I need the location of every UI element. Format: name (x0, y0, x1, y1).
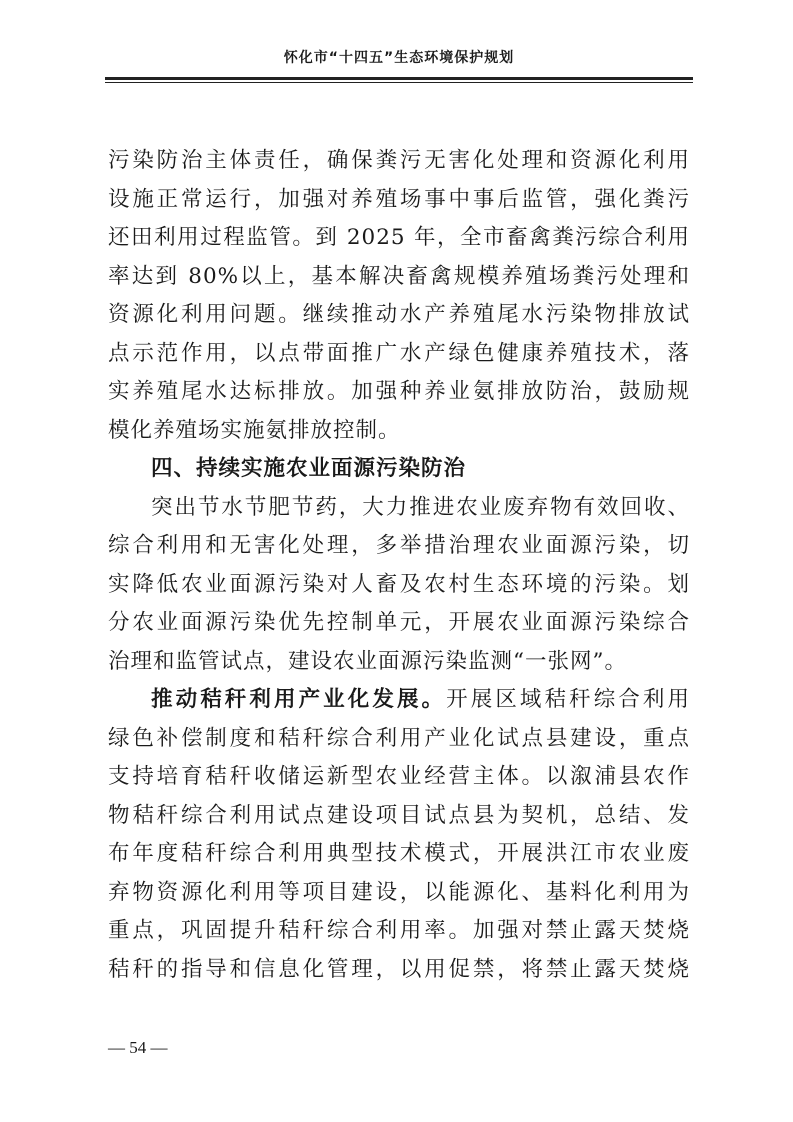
text-line: 弃物资源化利用等项目建设，以能源化、基料化利用为 (108, 879, 690, 905)
text-line: 重点，巩固提升秸秆综合利用率。加强对禁止露天焚烧 (108, 918, 690, 943)
text-line: 分农业面源污染优先控制单元，开展农业面源污染综合 (108, 610, 690, 635)
paragraph-lead-heading: 推动秸秆利用产业化发展。 (151, 687, 447, 712)
text-line: 模化养殖场实施氨排放控制。 (108, 417, 401, 443)
paragraph-continued (108, 142, 690, 450)
text-line: 秸秆的指导和信息化管理，以用促禁，将禁止露天焚烧 (108, 956, 690, 982)
text-line: 还田利用过程监管。到 2025 年，全市畜禽粪污综合利用 (108, 225, 690, 250)
text-line: 污染防治主体责任，确保粪污无害化处理和资源化利用 (108, 148, 690, 173)
text-line: 物秸秆综合利用试点建设项目试点县为契机，总结、发 (108, 802, 690, 828)
text-line: 实养殖尾水达标排放。加强种养业氨排放防治，鼓励规 (108, 379, 690, 404)
text-line (108, 681, 690, 720)
text-line: 支持培育秸秆收储运新型农业经营主体。以溆浦县农作 (108, 764, 690, 789)
text-line: 治理和监管试点，建设农业面源污染监测“一张网”。 (108, 648, 627, 674)
text-line: 布年度秸秆综合利用典型技术模式，开展洪江市农业废 (108, 841, 690, 866)
paragraph-straw-utilization (108, 681, 690, 989)
text-line: 绿色补偿制度和秸秆综合利用产业化试点县建设，重点 (108, 725, 690, 751)
text-line: 综合利用和无害化处理，多举措治理农业面源污染，切 (108, 533, 690, 558)
page-number: — 54 — (108, 1038, 168, 1057)
text-line: 点示范作用，以点带面推广水产绿色健康养殖技术，落 (108, 340, 690, 366)
text-run: 开展区域秸秆综合利用 (446, 687, 690, 712)
section-heading: 四、持续实施农业面源污染防治 (151, 456, 467, 481)
body-text (108, 142, 690, 989)
header-rule-thick (105, 77, 693, 80)
paragraph-section-intro (108, 489, 690, 682)
text-line: 突出节水节肥节药，大力推进农业废弃物有效回收、 (151, 494, 690, 520)
text-line: 设施正常运行，加强对养殖场事中事后监管，强化粪污 (108, 186, 690, 212)
text-line: 率达到 80%以上，基本解决畜禽规模养殖场粪污处理和 (108, 263, 690, 289)
text-line: 实降低农业面源污染对人畜及农村生态环境的污染。划 (108, 571, 690, 597)
running-header: 怀化市“十四五”生态环境保护规划 (283, 50, 515, 66)
text-line: 资源化利用问题。继续推动水产养殖尾水污染物排放试 (108, 302, 690, 327)
header-rule-thin (105, 82, 693, 83)
